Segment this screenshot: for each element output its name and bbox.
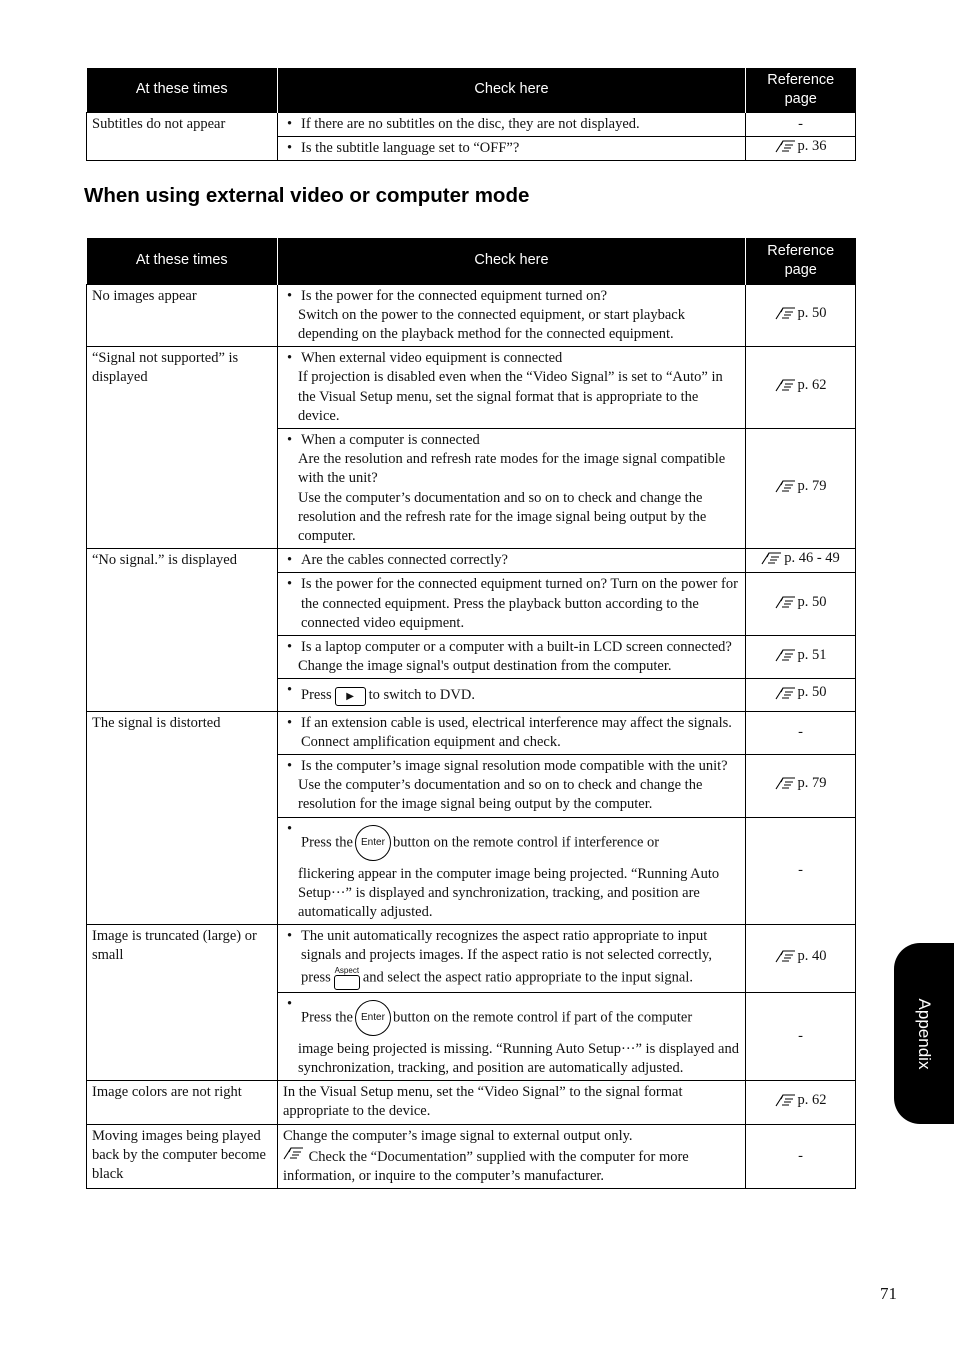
check-text: Change the computer’s image signal to external output only. [283, 1127, 633, 1144]
reference-cell [746, 711, 856, 754]
aspect-button-label: Aspect [334, 965, 360, 975]
check-text: • When a computer is connected [283, 431, 740, 450]
check-text: to switch to DVD. [368, 687, 475, 704]
reference-page-text: p. 40 [797, 947, 827, 964]
reference-page-text: p. 79 [797, 477, 827, 494]
check-text: Press the [301, 834, 353, 850]
check-text: and select the aspect ratio appropriate to the input signal. [362, 969, 693, 986]
check-text: • Are the cables connected correctly? [283, 551, 740, 570]
check-text: • If an extension cable is used, electrical interference may affect the signals. Connect amplification equipment and check. [283, 714, 740, 752]
reference-link[interactable] [775, 774, 827, 793]
reference-page-text: p. 51 [797, 646, 827, 663]
reference-hand-icon [775, 306, 797, 321]
check-text: flickering appear in the computer image being projected. “Running Auto Setup···” is displayed and synchronization, tracking, and position are automatically adjusted. [298, 865, 720, 921]
reference-link[interactable] [775, 1091, 827, 1110]
reference-none: - [798, 1147, 803, 1164]
check-text: • Is the power for the connected equipment turned on? [283, 287, 740, 306]
check-text: Use the computer’s documentation and so on to check and change the resolution and the refresh rate for the image signal being output by the computer. [298, 489, 707, 544]
condition-text: Moving images being played back by the computer become black [92, 1127, 266, 1182]
reference-page-text: p. 36 [797, 137, 827, 154]
reference-link[interactable] [761, 549, 840, 568]
reference-cell [746, 755, 856, 818]
reference-none: - [798, 862, 803, 879]
play-button-icon: ▶ [335, 687, 366, 706]
table-row [87, 284, 856, 347]
reference-hand-icon [775, 648, 797, 663]
check-cell [278, 1124, 746, 1189]
table-row [87, 925, 856, 992]
reference-link[interactable] [775, 593, 827, 612]
table-row [87, 711, 856, 754]
check-text: Press [301, 687, 332, 704]
reference-hand-icon [775, 776, 797, 791]
header-check-here: Check here [278, 68, 746, 112]
check-text: If projection is disabled even when the “Video Signal” is set to “Auto” in the Visual Setup menu, set the signal format that is appropriate to the device. [298, 369, 723, 424]
condition-cell [87, 112, 278, 161]
table-row [87, 549, 856, 573]
header-at-these-times: At these times [87, 238, 278, 284]
appendix-side-tab[interactable] [894, 943, 954, 1124]
check-cell [278, 925, 746, 992]
reference-page-text: p. 62 [797, 1091, 827, 1108]
check-text: • When external video equipment is connected [283, 349, 740, 368]
check-text: Are the resolution and refresh rate modes for the image signal compatible with the unit? [298, 451, 726, 487]
check-cell [278, 428, 746, 548]
reference-link[interactable] [775, 646, 827, 665]
reference-cell [746, 992, 856, 1080]
reference-cell [746, 136, 856, 160]
check-text: • Is a laptop computer or a computer with a built-in LCD screen connected? [283, 638, 740, 657]
page-number: 71 [880, 1284, 897, 1303]
condition-text: Image colors are not right [92, 1084, 242, 1101]
check-text: button on the remote control if part of the computer [392, 1009, 693, 1026]
appendix-tab-label: Appendix [915, 998, 934, 1069]
enter-button-icon: Enter [355, 1000, 391, 1036]
reference-none: - [798, 115, 803, 132]
reference-link[interactable] [775, 137, 827, 156]
reference-link[interactable] [775, 947, 827, 966]
check-text: Press the [301, 1009, 353, 1026]
condition-text: Image is truncated (large) or small [92, 928, 257, 964]
check-cell [278, 992, 746, 1080]
header-at-these-times: At these times [87, 68, 278, 112]
reference-hand-icon [775, 139, 797, 154]
reference-cell [746, 112, 856, 136]
reference-link[interactable] [775, 683, 827, 702]
check-cell [278, 711, 746, 754]
reference-link[interactable] [775, 304, 827, 323]
reference-page-text: p. 79 [797, 775, 827, 792]
condition-cell [87, 1124, 278, 1189]
reference-cell [746, 428, 856, 548]
reference-link[interactable] [775, 477, 827, 496]
reference-cell [746, 817, 856, 925]
condition-cell [87, 1081, 278, 1124]
reference-hand-icon [283, 1146, 305, 1161]
condition-text: “Signal not supported” is displayed [92, 350, 239, 386]
reference-hand-icon [761, 551, 783, 566]
check-cell [278, 112, 746, 136]
reference-cell [746, 347, 856, 429]
reference-cell [746, 1124, 856, 1189]
table-row [87, 1081, 856, 1124]
reference-none: - [798, 724, 803, 741]
reference-page-text: p. 46 - 49 [784, 550, 840, 567]
enter-button-icon: Enter [355, 825, 391, 861]
reference-link[interactable] [775, 376, 827, 395]
troubleshooting-table-external-video [86, 238, 856, 1189]
condition-text: No images appear [92, 287, 197, 304]
reference-cell [746, 925, 856, 992]
condition-cell [87, 347, 278, 549]
check-text: Change the image signal's output destination from the computer. [298, 658, 672, 675]
table-row [87, 347, 856, 429]
check-text: Switch on the power to the connected equipment, or start playback depending on the playback method for the connected equipment. [298, 306, 685, 342]
check-text: • If there are no subtitles on the disc, they are not displayed. [283, 115, 740, 134]
check-cell [278, 549, 746, 573]
section-title: When using external video or computer mode [84, 184, 530, 207]
reference-cell [746, 1081, 856, 1124]
condition-cell [87, 284, 278, 347]
check-cell [278, 1081, 746, 1124]
reference-hand-icon [775, 479, 797, 494]
check-cell [278, 136, 746, 160]
check-cell [278, 817, 746, 925]
check-text: Use the computer’s documentation and so on to check and change the resolution for the image signal being output by the computer. [298, 777, 703, 813]
reference-cell [746, 679, 856, 711]
check-text: Check the “Documentation” supplied with the computer for more information, or inquire to the computer’s manufacturer. [283, 1148, 689, 1184]
troubleshooting-table-subtitles [86, 68, 856, 161]
check-text: In the Visual Setup menu, set the “Video Signal” to the signal format appropriate to the device. [283, 1084, 683, 1120]
check-cell [278, 573, 746, 636]
check-text: • Is the power for the connected equipment turned on? Turn on the power for the connected equipment. Press the playback button according to the connected video equipment. [283, 575, 740, 633]
check-text: The unit automatically recognizes the aspect ratio appropriate to input signals and projects images. If the aspect ratio is not selected correctly, press [301, 928, 712, 986]
reference-hand-icon [775, 949, 797, 964]
header-row [87, 238, 856, 284]
check-text: • Is the computer’s image signal resolution mode compatible with the unit? [283, 757, 740, 776]
reference-cell [746, 636, 856, 679]
reference-page-text: p. 50 [797, 593, 827, 610]
table-row [87, 1124, 856, 1189]
reference-page-text: p. 50 [797, 304, 827, 321]
reference-page-text: p. 50 [797, 684, 827, 701]
reference-cell [746, 573, 856, 636]
condition-text: The signal is distorted [92, 714, 221, 731]
reference-cell [746, 284, 856, 347]
condition-cell [87, 925, 278, 1081]
reference-page-text: p. 62 [797, 376, 827, 393]
check-cell [278, 755, 746, 818]
condition-cell [87, 549, 278, 712]
reference-hand-icon [775, 1093, 797, 1108]
check-text: image being projected is missing. “Running Auto Setup···” is displayed and synchronization, tracking, and position are automatically adjusted. [298, 1040, 739, 1076]
reference-none: - [798, 1027, 803, 1044]
condition-text: Subtitles do not appear [92, 115, 226, 132]
check-cell [278, 347, 746, 429]
check-text: button on the remote control if interference or [392, 834, 660, 850]
header-reference-page: Reference page [746, 238, 856, 284]
check-cell [278, 679, 746, 711]
table-row [87, 112, 856, 136]
reference-cell [746, 549, 856, 573]
condition-cell [87, 711, 278, 925]
check-cell [278, 636, 746, 679]
reference-hand-icon [775, 595, 797, 610]
header-reference-page: Reference page [746, 68, 856, 112]
header-row [87, 68, 856, 112]
reference-hand-icon [775, 378, 797, 393]
reference-hand-icon [775, 686, 797, 701]
header-check-here: Check here [278, 238, 746, 284]
aspect-button-icon [334, 966, 360, 990]
check-text: • Is the subtitle language set to “OFF”? [283, 139, 740, 158]
check-cell [278, 284, 746, 347]
condition-text: “No signal.” is displayed [92, 552, 237, 569]
